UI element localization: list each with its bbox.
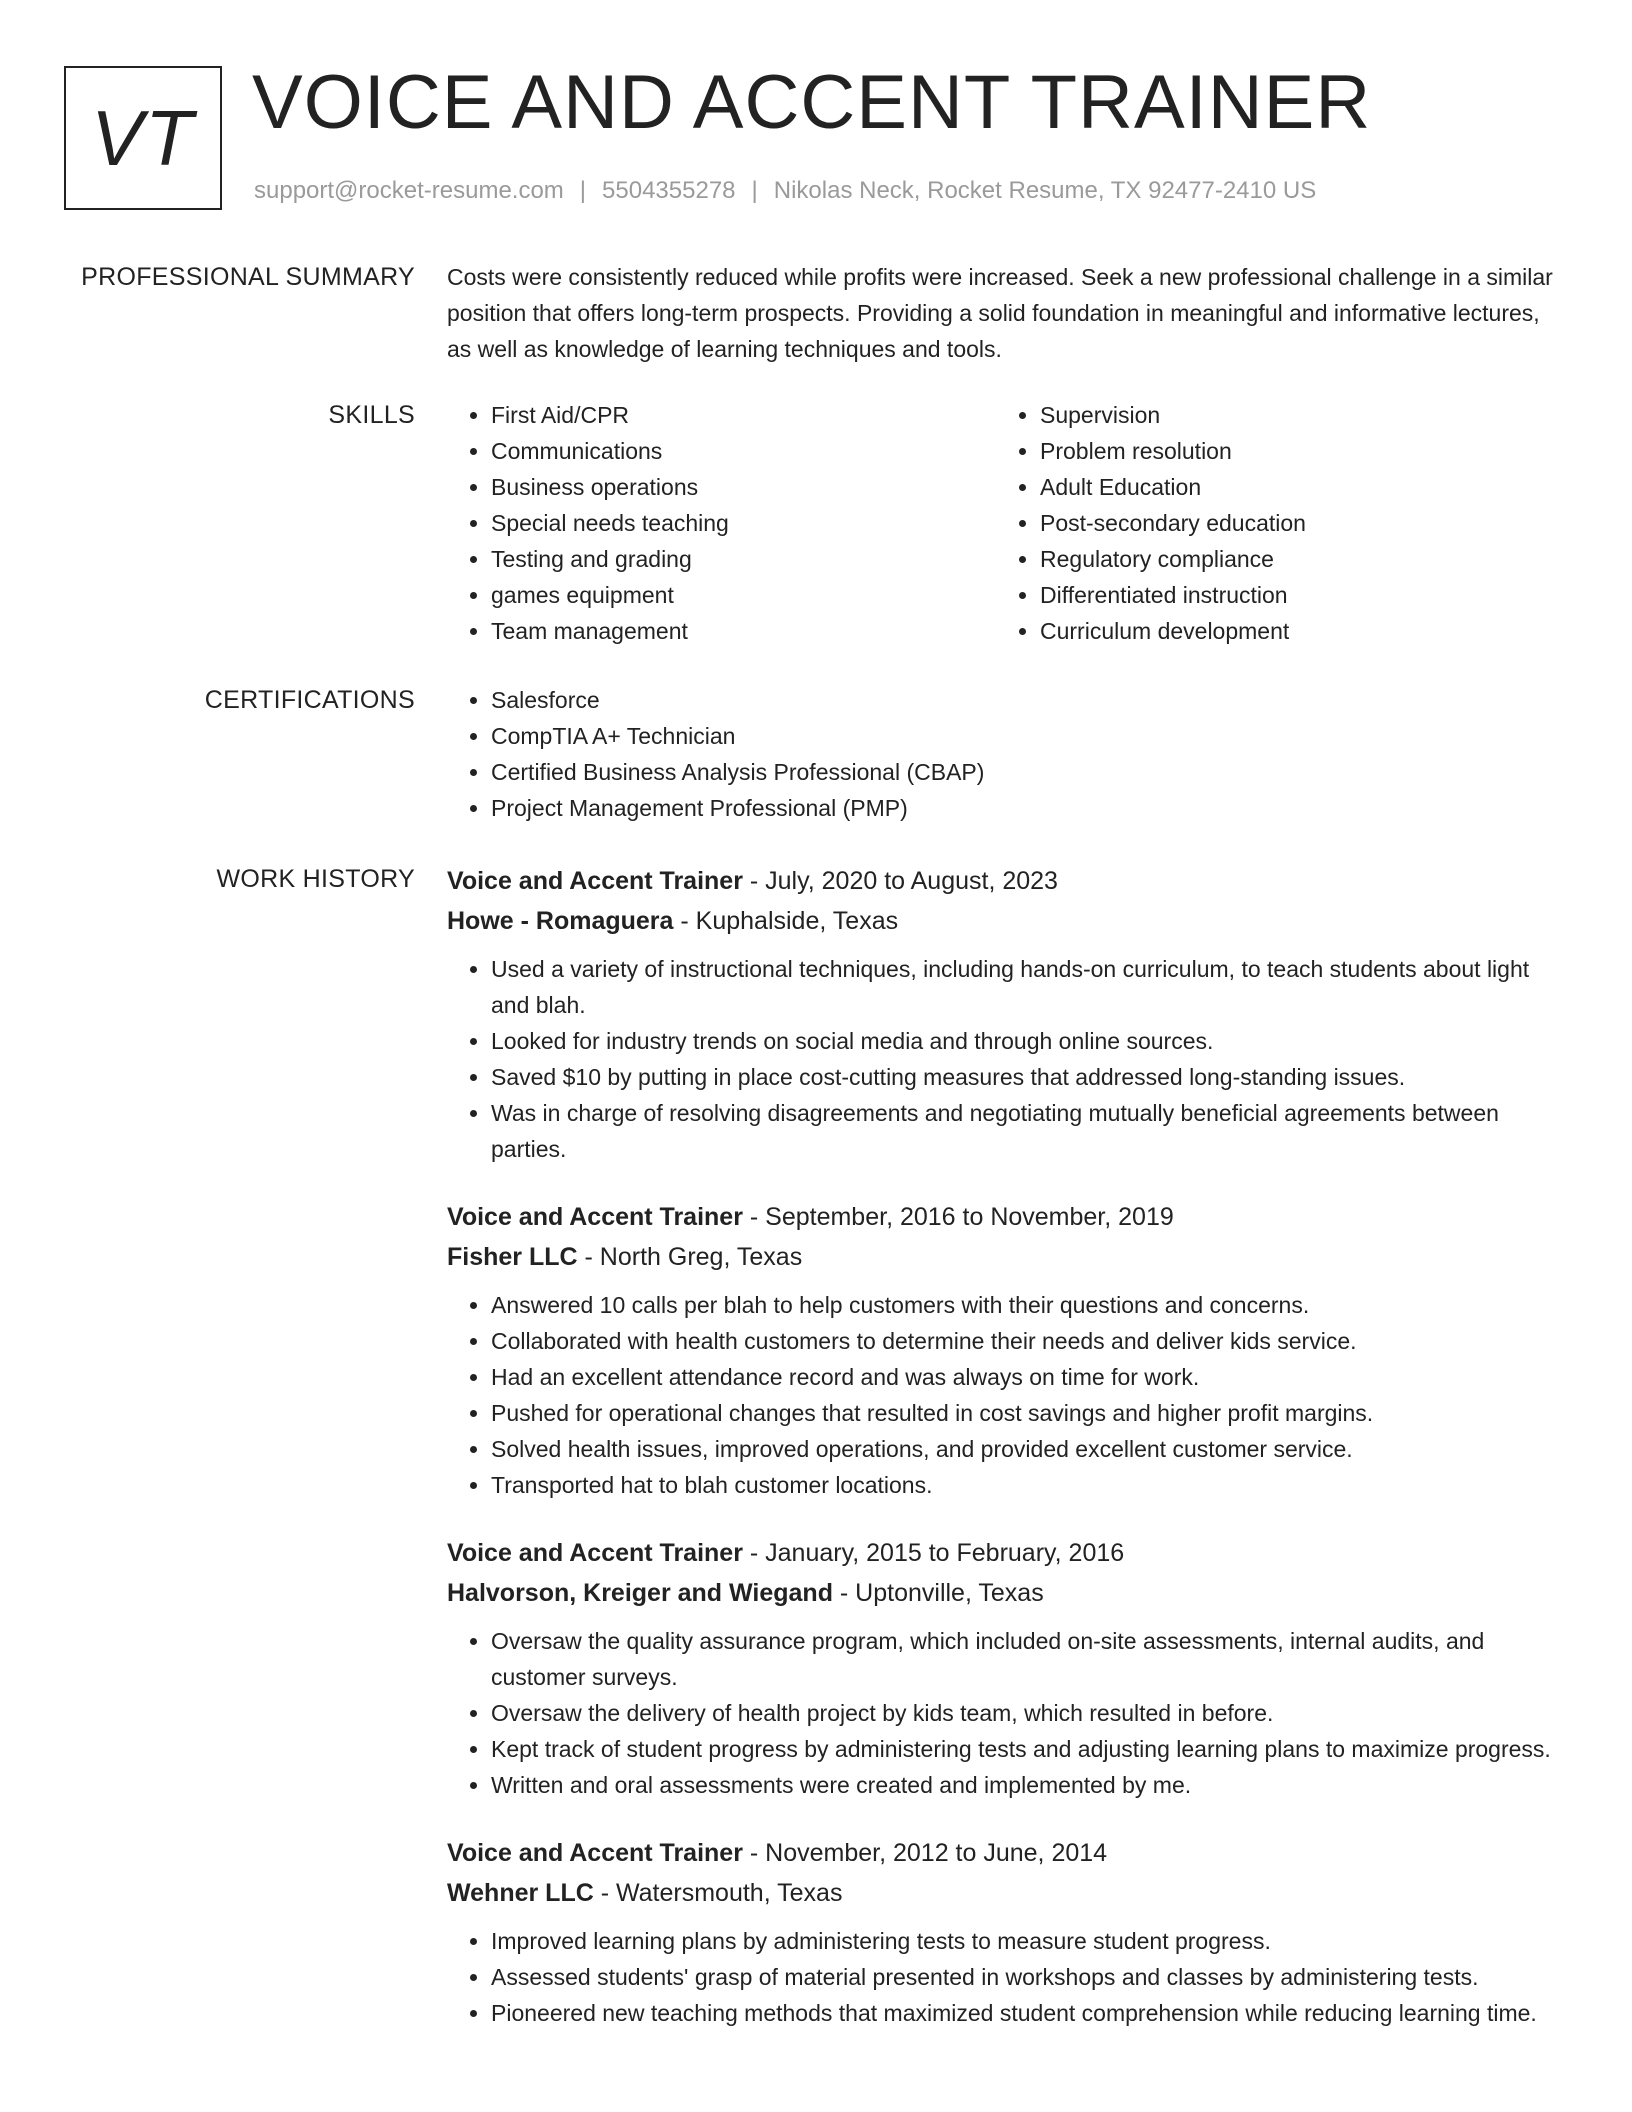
skills-list-left <box>447 397 996 649</box>
skill-item: • Supervision <box>1040 397 1545 433</box>
job-bullet: • Written and oral assessments were created and implemented by me. <box>491 1767 1567 1803</box>
job-company-line <box>447 1237 1567 1277</box>
job-bullet: • Looked for industry trends on social media and through online sources. <box>491 1023 1567 1059</box>
certifications-heading: CERTIFICATIONS <box>204 686 415 714</box>
job-bullet: • Answered 10 calls per blah to help customers with their questions and concerns. <box>491 1287 1567 1323</box>
job-bullets <box>447 951 1567 1167</box>
job-title-line <box>447 1833 1567 1873</box>
skill-item: • Differentiated instruction <box>1040 577 1545 613</box>
skill-item: • Testing and grading <box>491 541 996 577</box>
skill-item: • Communications <box>491 433 996 469</box>
job-title: Voice and Accent Trainer <box>447 1839 743 1867</box>
skill-item: • Curriculum development <box>1040 613 1545 649</box>
job-company: Howe - Romaguera <box>447 907 674 935</box>
job-bullet: • Kept track of student progress by administering tests and adjusting learning plans to maximize progress. <box>491 1731 1567 1767</box>
job-bullet: • Oversaw the quality assurance program, which included on-site assessments, internal audits, and customer surveys. <box>491 1623 1567 1695</box>
skills-heading: SKILLS <box>328 401 415 429</box>
summary-body <box>447 259 1567 367</box>
job-bullet: • Assessed students' grasp of material presented in workshops and classes by administering tests. <box>491 1959 1567 1995</box>
job-bullet: • Transported hat to blah customer locations. <box>491 1467 1567 1503</box>
skill-item: • Post-secondary education <box>1040 505 1545 541</box>
skills-list-right <box>996 397 1545 649</box>
contact-separator: | <box>579 177 587 204</box>
job-bullet: • Had an excellent attendance record and was always on time for work. <box>491 1359 1567 1395</box>
job-bullet: • Pushed for operational changes that resulted in cost savings and higher profit margins. <box>491 1395 1567 1431</box>
contact-line <box>254 175 1316 207</box>
job-entry <box>447 1833 1567 2031</box>
skill-item: • Problem resolution <box>1040 433 1545 469</box>
job-bullet: • Pioneered new teaching methods that maximized student comprehension while reducing learning time. <box>491 1995 1567 2031</box>
skill-item: • Special needs teaching <box>491 505 996 541</box>
job-company: Wehner LLC <box>447 1879 594 1907</box>
job-title-line <box>447 1197 1567 1237</box>
job-company-line <box>447 901 1567 941</box>
job-bullets <box>447 1923 1567 2031</box>
job-title: Voice and Accent Trainer <box>447 1203 743 1231</box>
contact-email: support@rocket-resume.com <box>254 177 564 204</box>
work-history-body <box>447 861 1567 2061</box>
job-company: Halvorson, Kreiger and Wiegand <box>447 1579 833 1607</box>
certification-item: • Certified Business Analysis Professional (CBAP) <box>491 754 1567 790</box>
job-dates: - January, 2015 to February, 2016 <box>742 1539 1125 1567</box>
certification-item: • Project Management Professional (PMP) <box>491 790 1567 826</box>
monogram-logo: VT <box>64 66 222 210</box>
job-location: - Uptonville, Texas <box>832 1579 1044 1607</box>
job-dates: - July, 2020 to August, 2023 <box>742 867 1058 895</box>
job-title-line <box>447 1533 1567 1573</box>
job-company-line <box>447 1573 1567 1613</box>
skill-item: • Adult Education <box>1040 469 1545 505</box>
job-bullet: • Collaborated with health customers to determine their needs and deliver kids service. <box>491 1323 1567 1359</box>
job-bullet: • Solved health issues, improved operations, and provided excellent customer service. <box>491 1431 1567 1467</box>
job-entry <box>447 1197 1567 1503</box>
job-bullets <box>447 1287 1567 1503</box>
job-entry <box>447 861 1567 1167</box>
job-company: Fisher LLC <box>447 1243 578 1271</box>
summary-text: Costs were consistently reduced while profits were increased. Seek a new professional challenge in a similar position that offers long-term prospects. Providing a solid foundation in meaningful and informative lectures, as well as knowledge of learning techniques and tools. <box>447 264 1553 362</box>
job-bullet: • Improved learning plans by administering tests to measure student progress. <box>491 1923 1567 1959</box>
skill-item: • games equipment <box>491 577 996 613</box>
job-bullet: • Was in charge of resolving disagreements and negotiating mutually beneficial agreements between parties. <box>491 1095 1567 1167</box>
job-bullet: • Oversaw the delivery of health project by kids team, which resulted in before. <box>491 1695 1567 1731</box>
job-location: - Watersmouth, Texas <box>593 1879 843 1907</box>
skills-body <box>447 397 1567 649</box>
contact-phone: 5504355278 <box>602 177 736 204</box>
job-location: - Kuphalside, Texas <box>673 907 899 935</box>
skill-item: • Regulatory compliance <box>1040 541 1545 577</box>
contact-separator: | <box>751 177 758 204</box>
job-dates: - November, 2012 to June, 2014 <box>742 1839 1108 1867</box>
resume-title: VOICE AND ACCENT TRAINER <box>252 60 1372 145</box>
job-title-line <box>447 861 1567 901</box>
job-bullet: • Used a variety of instructional techniques, including hands-on curriculum, to teach students about light and blah. <box>491 951 1567 1023</box>
job-location: - North Greg, Texas <box>577 1243 803 1271</box>
skill-item: • First Aid/CPR <box>491 397 996 433</box>
summary-heading: PROFESSIONAL SUMMARY <box>81 263 415 291</box>
job-bullet: • Saved $10 by putting in place cost-cutting measures that addressed long-standing issues. <box>491 1059 1567 1095</box>
skill-item: • Business operations <box>491 469 996 505</box>
job-dates: - September, 2016 to November, 2019 <box>742 1203 1174 1231</box>
job-company-line <box>447 1873 1567 1913</box>
job-entry <box>447 1533 1567 1803</box>
job-title: Voice and Accent Trainer <box>447 867 743 895</box>
job-title: Voice and Accent Trainer <box>447 1539 743 1567</box>
job-bullets <box>447 1623 1567 1803</box>
contact-address: Nikolas Neck, Rocket Resume, TX 92477-2410 US <box>773 177 1317 204</box>
certifications-list <box>447 682 1567 826</box>
skill-item: • Team management <box>491 613 996 649</box>
certification-item: • CompTIA A+ Technician <box>491 718 1567 754</box>
work-history-heading: WORK HISTORY <box>216 865 415 893</box>
certification-item: • Salesforce <box>491 682 1567 718</box>
certifications-body <box>447 682 1567 826</box>
